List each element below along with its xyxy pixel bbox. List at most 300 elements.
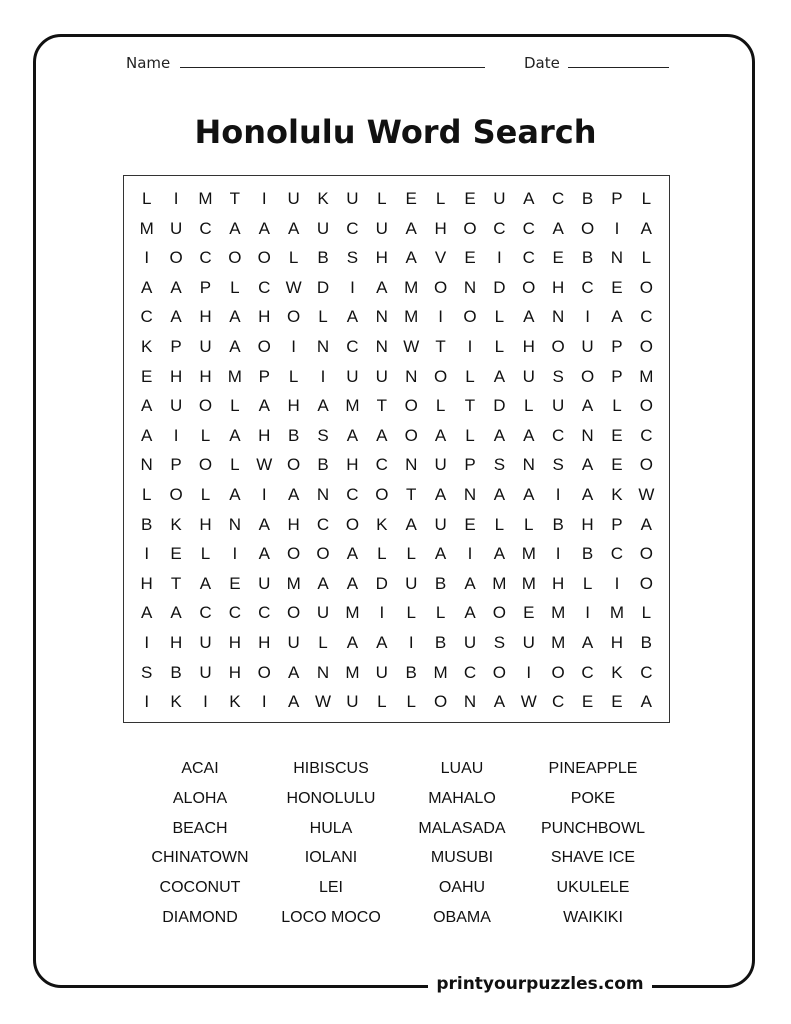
grid-letter[interactable]: I	[555, 544, 561, 564]
grid-letter[interactable]: O	[639, 396, 653, 416]
grid-letter[interactable]: L	[230, 396, 240, 416]
grid-letter[interactable]: O	[433, 366, 448, 386]
grid-letter[interactable]: L	[406, 692, 416, 712]
grid-letter[interactable]: T	[229, 189, 241, 208]
grid-letter[interactable]: O	[198, 455, 213, 475]
grid-letter[interactable]: S	[346, 248, 359, 268]
grid-letter[interactable]: W	[403, 336, 420, 356]
grid-letter[interactable]: M	[139, 218, 154, 238]
grid-letter[interactable]: H	[346, 455, 359, 475]
grid-letter[interactable]: A	[581, 484, 594, 504]
grid-letter[interactable]: I	[555, 484, 561, 504]
grid-letter[interactable]: L	[494, 514, 505, 534]
grid-letter[interactable]: M	[404, 307, 419, 327]
grid-letter[interactable]: A	[229, 218, 241, 238]
grid-letter[interactable]: I	[467, 544, 473, 564]
grid-letter[interactable]: L	[141, 189, 152, 208]
grid-letter[interactable]: H	[169, 632, 183, 652]
grid-letter[interactable]: O	[287, 603, 301, 623]
grid-letter[interactable]: H	[199, 366, 212, 386]
grid-letter[interactable]: L	[612, 396, 622, 416]
grid-letter[interactable]: U	[316, 603, 330, 623]
grid-letter[interactable]: N	[405, 366, 418, 386]
grid-letter[interactable]: P	[170, 455, 182, 475]
grid-letter[interactable]: A	[141, 396, 153, 416]
grid-letter[interactable]: A	[434, 544, 447, 564]
grid-letter[interactable]: O	[375, 484, 389, 504]
grid-letter[interactable]: M	[521, 544, 536, 564]
grid-letter[interactable]: U	[581, 336, 594, 356]
grid-letter[interactable]: H	[169, 366, 183, 386]
grid-letter[interactable]: A	[405, 248, 417, 268]
grid-letter[interactable]: A	[141, 603, 153, 623]
grid-letter[interactable]: B	[434, 632, 447, 652]
grid-letter[interactable]: U	[316, 218, 330, 238]
grid-letter[interactable]: A	[493, 544, 506, 564]
grid-letter[interactable]: O	[639, 336, 653, 356]
grid-letter[interactable]: B	[317, 248, 329, 268]
grid-letter[interactable]: A	[229, 484, 241, 504]
grid-letter[interactable]: L	[465, 366, 475, 386]
grid-letter[interactable]: C	[522, 218, 535, 238]
grid-letter[interactable]: C	[140, 307, 153, 327]
grid-letter[interactable]: N	[552, 307, 565, 327]
grid-letter[interactable]: I	[614, 573, 620, 593]
grid-letter[interactable]: S	[317, 425, 329, 445]
grid-letter[interactable]: C	[375, 455, 388, 475]
grid-letter[interactable]: H	[434, 218, 447, 238]
grid-letter[interactable]: A	[434, 425, 447, 445]
grid-letter[interactable]: U	[258, 573, 271, 593]
grid-letter[interactable]: U	[522, 632, 535, 652]
grid-letter[interactable]: U	[463, 632, 477, 652]
grid-letter[interactable]: O	[345, 514, 360, 534]
grid-letter[interactable]: O	[257, 336, 271, 356]
grid-letter[interactable]: A	[464, 573, 476, 593]
grid-letter[interactable]: B	[434, 573, 447, 593]
grid-letter[interactable]: I	[408, 632, 414, 652]
grid-letter[interactable]: A	[229, 307, 241, 327]
grid-letter[interactable]: O	[492, 662, 506, 682]
grid-letter[interactable]: P	[611, 336, 623, 356]
grid-letter[interactable]: A	[464, 603, 476, 623]
grid-letter[interactable]: E	[464, 189, 476, 208]
grid-letter[interactable]: N	[610, 248, 624, 268]
grid-letter[interactable]: E	[523, 603, 535, 623]
grid-letter[interactable]: A	[229, 425, 241, 445]
grid-letter[interactable]: H	[258, 307, 271, 327]
grid-letter[interactable]: A	[287, 484, 300, 504]
grid-letter[interactable]: O	[522, 277, 536, 297]
grid-letter[interactable]: B	[405, 662, 417, 682]
grid-letter[interactable]: A	[376, 277, 388, 297]
grid-letter[interactable]: N	[463, 692, 477, 712]
grid-letter[interactable]: H	[552, 277, 565, 297]
grid-letter[interactable]: E	[170, 544, 182, 564]
grid-letter[interactable]: I	[320, 366, 326, 386]
grid-letter[interactable]: U	[552, 396, 565, 416]
grid-letter[interactable]: K	[141, 336, 153, 356]
grid-letter[interactable]: W	[315, 692, 332, 712]
grid-letter[interactable]: K	[611, 484, 623, 504]
grid-letter[interactable]: U	[287, 632, 300, 652]
grid-letter[interactable]: L	[582, 573, 593, 593]
grid-letter[interactable]: A	[640, 514, 652, 534]
grid-letter[interactable]: A	[170, 603, 182, 623]
grid-letter[interactable]: A	[317, 396, 329, 416]
grid-letter[interactable]: H	[199, 514, 212, 534]
grid-letter[interactable]: U	[346, 692, 359, 712]
grid-letter[interactable]: C	[258, 603, 271, 623]
grid-letter[interactable]: I	[261, 189, 267, 208]
grid-letter[interactable]: E	[141, 366, 153, 386]
grid-letter[interactable]: A	[434, 484, 447, 504]
grid-letter[interactable]: K	[170, 692, 182, 712]
grid-letter[interactable]: I	[614, 218, 620, 238]
grid-letter[interactable]: N	[522, 455, 535, 475]
grid-letter[interactable]: O	[316, 544, 330, 564]
grid-letter[interactable]: H	[287, 514, 300, 534]
grid-letter[interactable]: U	[375, 662, 388, 682]
grid-letter[interactable]: U	[199, 662, 212, 682]
grid-letter[interactable]: U	[199, 336, 212, 356]
grid-letter[interactable]: I	[144, 692, 150, 712]
grid-letter[interactable]: E	[611, 692, 623, 712]
grid-letter[interactable]: O	[639, 277, 653, 297]
grid-letter[interactable]: I	[173, 189, 179, 208]
grid-letter[interactable]: E	[611, 425, 623, 445]
grid-letter[interactable]: C	[640, 425, 653, 445]
grid-letter[interactable]: N	[316, 336, 330, 356]
grid-letter[interactable]: B	[581, 189, 594, 208]
grid-letter[interactable]: L	[288, 248, 299, 268]
grid-letter[interactable]: C	[316, 514, 330, 534]
grid-letter[interactable]: A	[346, 425, 359, 445]
grid-letter[interactable]: C	[346, 484, 359, 504]
grid-letter[interactable]: B	[141, 514, 153, 534]
grid-letter[interactable]: A	[640, 218, 652, 238]
grid-letter[interactable]: L	[435, 396, 446, 416]
grid-letter[interactable]: O	[169, 248, 183, 268]
grid-letter[interactable]: U	[522, 366, 535, 386]
grid-letter[interactable]: E	[229, 573, 241, 593]
grid-letter[interactable]: L	[200, 484, 211, 504]
grid-letter[interactable]: H	[140, 573, 153, 593]
grid-letter[interactable]: O	[463, 307, 477, 327]
grid-letter[interactable]: S	[552, 455, 564, 475]
grid-letter[interactable]: B	[287, 425, 300, 445]
grid-letter[interactable]: L	[406, 544, 416, 564]
grid-letter[interactable]: C	[346, 336, 359, 356]
grid-letter[interactable]: A	[523, 189, 535, 208]
grid-letter[interactable]: A	[287, 218, 300, 238]
grid-letter[interactable]: A	[141, 425, 153, 445]
grid-letter[interactable]: M	[492, 573, 507, 593]
grid-letter[interactable]: A	[581, 455, 594, 475]
grid-letter[interactable]: N	[463, 484, 477, 504]
grid-letter[interactable]: O	[433, 277, 448, 297]
grid-letter[interactable]: A	[258, 396, 270, 416]
grid-letter[interactable]: C	[552, 692, 565, 712]
grid-letter[interactable]: A	[346, 632, 359, 652]
grid-letter[interactable]: W	[638, 484, 655, 504]
grid-letter[interactable]: M	[521, 573, 536, 593]
grid-letter[interactable]: A	[523, 425, 535, 445]
grid-letter[interactable]: P	[199, 277, 212, 297]
grid-letter[interactable]: M	[609, 603, 625, 623]
grid-letter[interactable]: H	[287, 396, 300, 416]
grid-letter[interactable]: U	[405, 573, 418, 593]
grid-letter[interactable]: O	[639, 455, 653, 475]
grid-letter[interactable]: L	[377, 692, 387, 712]
grid-letter[interactable]: H	[581, 514, 594, 534]
grid-letter[interactable]: O	[404, 425, 418, 445]
grid-letter[interactable]: L	[377, 544, 387, 564]
grid-letter[interactable]: L	[141, 484, 152, 504]
grid-letter[interactable]: L	[230, 277, 240, 297]
grid-letter[interactable]: P	[258, 366, 270, 386]
grid-letter[interactable]: O	[228, 248, 242, 268]
grid-letter[interactable]: U	[199, 632, 212, 652]
grid-letter[interactable]: I	[467, 336, 473, 356]
grid-letter[interactable]: U	[434, 514, 447, 534]
grid-letter[interactable]: I	[203, 692, 208, 712]
grid-letter[interactable]: L	[641, 189, 652, 208]
grid-letter[interactable]: D	[375, 573, 388, 593]
grid-letter[interactable]: U	[287, 189, 300, 208]
grid-letter[interactable]: M	[551, 603, 566, 623]
grid-letter[interactable]: C	[258, 277, 271, 297]
grid-letter[interactable]: M	[345, 603, 360, 623]
grid-letter[interactable]: N	[316, 662, 330, 682]
grid-letter[interactable]: A	[258, 218, 270, 238]
grid-letter[interactable]: A	[346, 307, 359, 327]
grid-letter[interactable]: M	[345, 396, 360, 416]
grid-letter[interactable]: H	[522, 336, 535, 356]
grid-letter[interactable]: A	[493, 425, 506, 445]
grid-letter[interactable]: E	[611, 277, 623, 297]
grid-letter[interactable]: H	[258, 632, 271, 652]
grid-letter[interactable]: N	[375, 307, 388, 327]
grid-letter[interactable]: L	[200, 544, 211, 564]
grid-letter[interactable]: C	[346, 218, 359, 238]
grid-letter[interactable]: M	[404, 277, 419, 297]
grid-letter[interactable]: U	[493, 189, 506, 208]
grid-letter[interactable]: C	[522, 248, 535, 268]
grid-letter[interactable]: I	[585, 307, 590, 327]
grid-letter[interactable]: C	[199, 218, 212, 238]
grid-letter[interactable]: A	[287, 692, 300, 712]
grid-letter[interactable]: D	[493, 396, 506, 416]
grid-letter[interactable]: L	[641, 248, 652, 268]
grid-letter[interactable]: C	[552, 189, 565, 208]
grid-letter[interactable]: L	[435, 189, 446, 208]
grid-letter[interactable]: T	[435, 336, 446, 356]
grid-letter[interactable]: H	[375, 248, 388, 268]
grid-letter[interactable]: L	[318, 307, 328, 327]
grid-letter[interactable]: C	[228, 603, 241, 623]
grid-letter[interactable]: O	[287, 544, 301, 564]
grid-letter[interactable]: A	[346, 573, 359, 593]
grid-letter[interactable]: I	[173, 425, 179, 445]
grid-letter[interactable]: K	[611, 662, 623, 682]
grid-letter[interactable]: L	[200, 425, 211, 445]
grid-letter[interactable]: U	[346, 189, 359, 208]
grid-letter[interactable]: O	[580, 366, 595, 386]
grid-letter[interactable]: B	[581, 248, 594, 268]
grid-letter[interactable]: U	[434, 455, 447, 475]
grid-letter[interactable]: P	[611, 189, 623, 208]
grid-letter[interactable]: L	[465, 425, 475, 445]
grid-letter[interactable]: M	[198, 189, 213, 208]
grid-letter[interactable]: O	[404, 396, 418, 416]
grid-letter[interactable]: L	[288, 366, 299, 386]
grid-letter[interactable]: U	[375, 218, 388, 238]
grid-letter[interactable]: N	[463, 277, 477, 297]
grid-letter[interactable]: B	[317, 455, 329, 475]
grid-letter[interactable]: K	[317, 189, 329, 208]
grid-letter[interactable]: I	[261, 484, 267, 504]
grid-letter[interactable]: L	[406, 603, 416, 623]
grid-letter[interactable]: A	[229, 336, 241, 356]
grid-letter[interactable]: O	[639, 544, 653, 564]
grid-letter[interactable]: L	[494, 307, 505, 327]
grid-letter[interactable]: I	[350, 277, 355, 297]
grid-letter[interactable]: A	[258, 544, 270, 564]
grid-letter[interactable]: A	[376, 632, 388, 652]
grid-letter[interactable]: U	[169, 396, 183, 416]
grid-letter[interactable]: A	[523, 307, 535, 327]
grid-letter[interactable]: E	[464, 248, 476, 268]
grid-letter[interactable]: O	[551, 336, 565, 356]
grid-letter[interactable]: A	[258, 514, 270, 534]
grid-letter[interactable]: P	[611, 514, 623, 534]
grid-letter[interactable]: A	[199, 573, 212, 593]
grid-letter[interactable]: M	[227, 366, 242, 386]
grid-letter[interactable]: T	[464, 396, 476, 416]
grid-letter[interactable]: I	[144, 248, 150, 268]
grid-letter[interactable]: I	[144, 632, 150, 652]
grid-letter[interactable]: P	[464, 455, 476, 475]
grid-letter[interactable]: I	[438, 307, 443, 327]
grid-letter[interactable]: I	[379, 603, 385, 623]
grid-letter[interactable]: L	[494, 336, 505, 356]
grid-letter[interactable]: W	[520, 692, 537, 712]
grid-letter[interactable]: A	[405, 218, 417, 238]
grid-letter[interactable]: I	[232, 544, 238, 564]
grid-letter[interactable]: B	[170, 662, 182, 682]
grid-letter[interactable]: T	[170, 573, 182, 593]
grid-letter[interactable]: D	[316, 277, 330, 297]
grid-letter[interactable]: C	[199, 248, 212, 268]
grid-letter[interactable]: C	[581, 662, 594, 682]
grid-letter[interactable]: C	[640, 307, 653, 327]
grid-letter[interactable]: N	[581, 425, 594, 445]
grid-letter[interactable]: I	[144, 544, 150, 564]
grid-letter[interactable]: L	[230, 455, 240, 475]
grid-letter[interactable]: L	[641, 603, 652, 623]
grid-letter[interactable]: O	[433, 692, 448, 712]
grid-letter[interactable]: A	[170, 307, 182, 327]
grid-letter[interactable]: U	[346, 366, 359, 386]
grid-letter[interactable]: E	[611, 455, 623, 475]
grid-letter[interactable]: A	[346, 544, 359, 564]
grid-letter[interactable]: M	[345, 662, 360, 682]
grid-letter[interactable]: K	[376, 514, 388, 534]
grid-letter[interactable]: I	[497, 248, 502, 268]
grid-letter[interactable]: A	[493, 484, 506, 504]
grid-letter[interactable]: A	[376, 425, 388, 445]
grid-letter[interactable]: I	[585, 603, 590, 623]
grid-letter[interactable]: L	[524, 514, 534, 534]
grid-letter[interactable]: U	[375, 366, 388, 386]
grid-letter[interactable]: H	[552, 573, 565, 593]
grid-letter[interactable]: I	[261, 692, 267, 712]
grid-letter[interactable]: T	[376, 396, 388, 416]
grid-letter[interactable]: A	[317, 573, 329, 593]
grid-letter[interactable]: A	[287, 662, 300, 682]
grid-letter[interactable]: H	[199, 307, 212, 327]
grid-letter[interactable]: M	[286, 573, 301, 593]
grid-letter[interactable]: H	[228, 662, 241, 682]
grid-letter[interactable]: O	[287, 307, 301, 327]
grid-letter[interactable]: A	[493, 692, 506, 712]
grid-letter[interactable]: E	[552, 248, 564, 268]
date-field-line[interactable]	[568, 67, 669, 68]
grid-letter[interactable]: A	[523, 484, 535, 504]
grid-letter[interactable]: U	[169, 218, 183, 238]
grid-letter[interactable]: E	[581, 692, 594, 712]
grid-letter[interactable]: O	[551, 662, 565, 682]
grid-letter[interactable]: O	[463, 218, 477, 238]
grid-letter[interactable]: C	[552, 425, 565, 445]
grid-letter[interactable]: O	[169, 484, 183, 504]
grid-letter[interactable]: O	[257, 248, 271, 268]
grid-letter[interactable]: K	[229, 692, 241, 712]
grid-letter[interactable]: A	[170, 277, 182, 297]
grid-letter[interactable]: O	[198, 396, 213, 416]
grid-letter[interactable]: N	[316, 484, 330, 504]
grid-letter[interactable]: N	[140, 455, 153, 475]
grid-letter[interactable]: S	[552, 366, 564, 386]
grid-letter[interactable]: C	[463, 662, 477, 682]
grid-letter[interactable]: M	[639, 366, 654, 386]
grid-letter[interactable]: L	[435, 603, 446, 623]
grid-letter[interactable]: W	[256, 455, 273, 475]
grid-letter[interactable]: I	[526, 662, 532, 682]
grid-letter[interactable]: C	[581, 277, 594, 297]
grid-letter[interactable]: L	[524, 396, 534, 416]
grid-letter[interactable]: N	[375, 336, 388, 356]
grid-letter[interactable]: I	[291, 336, 297, 356]
grid-letter[interactable]: M	[433, 662, 448, 682]
grid-letter[interactable]: A	[640, 692, 652, 712]
grid-letter[interactable]: H	[610, 632, 624, 652]
grid-letter[interactable]: N	[405, 455, 418, 475]
grid-letter[interactable]: A	[493, 366, 506, 386]
grid-letter[interactable]: V	[434, 248, 447, 268]
grid-letter[interactable]: D	[493, 277, 506, 297]
grid-letter[interactable]: O	[580, 218, 595, 238]
grid-letter[interactable]: C	[493, 218, 506, 238]
grid-letter[interactable]: B	[640, 632, 652, 652]
grid-letter[interactable]: C	[199, 603, 212, 623]
grid-letter[interactable]: C	[640, 662, 653, 682]
grid-letter[interactable]: C	[610, 544, 624, 564]
grid-letter[interactable]: E	[464, 514, 476, 534]
grid-letter[interactable]: W	[285, 277, 302, 297]
grid-letter[interactable]: O	[257, 662, 271, 682]
